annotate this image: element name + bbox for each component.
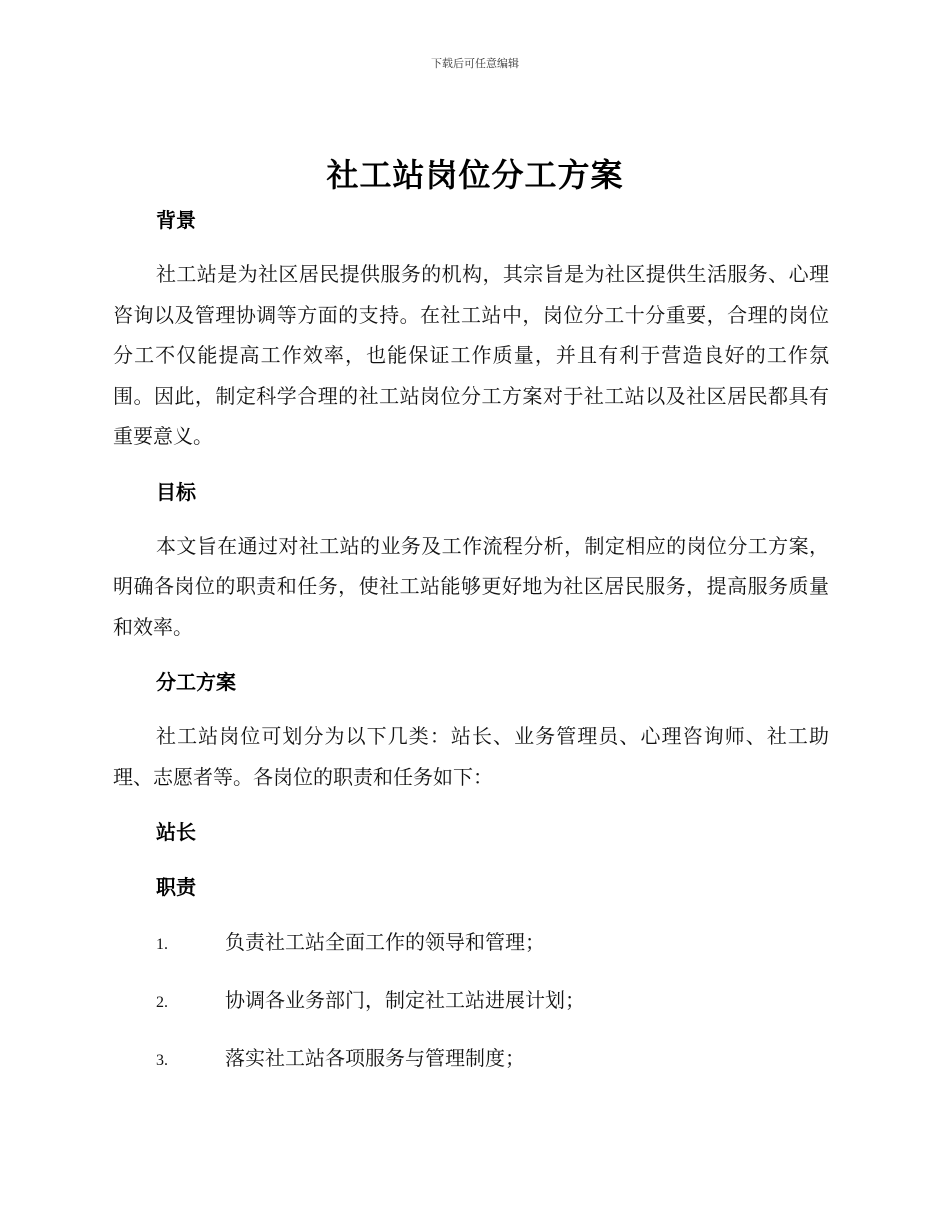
duties-heading: 职责 bbox=[156, 875, 196, 899]
document-body bbox=[113, 200, 829, 1081]
section-body-plan: 社工站岗位可划分为以下几类：站长、业务管理员、心理咨询师、社工助理、志愿者等。各岗位的职责和任务如下： bbox=[113, 724, 829, 789]
list-text: 负责社工站全面工作的领导和管理； bbox=[225, 930, 545, 954]
list-text: 协调各业务部门，制定社工站进展计划； bbox=[225, 988, 585, 1012]
section-heading-goal: 目标 bbox=[156, 479, 196, 504]
section-body-background: 社工站是为社区居民提供服务的机构，其宗旨是为社区提供生活服务、心理咨询以及管理协调等方面的支持。在社工站中，岗位分工十分重要，合理的岗位分工不仅能提高工作效率，也能保证工作质量，并且有利于营造良好的工作氛围。因此，制定科学合理的社工站岗位分工方案对于社工站以及社区居民都具有重要意义。 bbox=[113, 262, 829, 448]
section-heading-station-head: 站长 bbox=[156, 820, 196, 844]
document-title: 社工站岗位分工方案 bbox=[326, 156, 624, 194]
list-text: 落实社工站各项服务与管理制度； bbox=[225, 1046, 525, 1070]
list-item bbox=[156, 980, 829, 1023]
list-number: 1. bbox=[156, 936, 168, 953]
section-body-goal: 本文旨在通过对社工站的业务及工作流程分析，制定相应的岗位分工方案，明确各岗位的职责和任务，使社工站能够更好地为社区居民服务，提高服务质量和效率。 bbox=[113, 533, 829, 639]
list-item bbox=[156, 1038, 829, 1081]
section-heading-plan: 分工方案 bbox=[156, 670, 236, 694]
list-number: 2. bbox=[156, 994, 168, 1011]
header-note: 下载后可任意编辑 bbox=[431, 57, 519, 70]
section-heading-background: 背景 bbox=[156, 208, 196, 232]
list-item bbox=[156, 922, 829, 965]
list-number: 3. bbox=[156, 1052, 168, 1069]
